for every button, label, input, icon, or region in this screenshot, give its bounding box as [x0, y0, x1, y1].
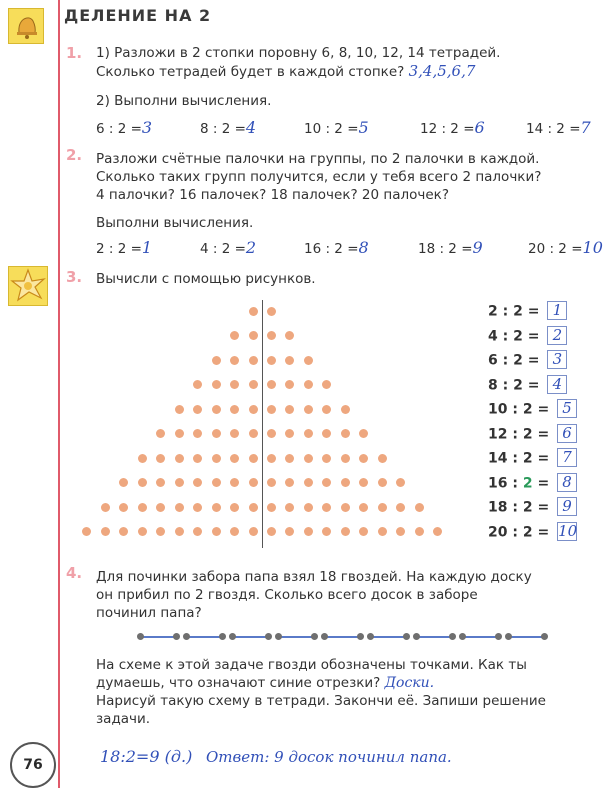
- counting-dot: [249, 331, 258, 340]
- counting-dot: [267, 405, 276, 414]
- counting-dot: [267, 307, 276, 316]
- counting-dot: [359, 478, 368, 487]
- task-2-equation: 18 : 2 =9: [418, 238, 483, 257]
- counting-dot: [285, 405, 294, 414]
- counting-dot: [156, 454, 165, 463]
- counting-dot: [304, 405, 313, 414]
- board-segment: [324, 636, 360, 638]
- counting-dot: [230, 356, 239, 365]
- task-2-equation: 2 : 2 =1: [96, 238, 153, 257]
- counting-dot: [230, 405, 239, 414]
- nail-dot: [265, 633, 272, 640]
- task-2-line-2: Сколько таких групп получится, если у тебя всего 2 палочки?: [96, 169, 542, 185]
- counting-dot: [285, 527, 294, 536]
- counting-dot: [285, 380, 294, 389]
- counting-dot: [138, 527, 147, 536]
- counting-dot: [230, 503, 239, 512]
- task-1-part-2: 2) Выполни вычисления.: [96, 93, 272, 109]
- counting-dot: [304, 527, 313, 536]
- answer-box: 9: [557, 497, 577, 516]
- division-equation: 6 : 2 = 3: [488, 351, 567, 370]
- task-1-number: 1.: [66, 44, 83, 62]
- nail-dot: [495, 633, 502, 640]
- counting-dot: [212, 454, 221, 463]
- counting-dot: [415, 527, 424, 536]
- board-segment: [508, 636, 544, 638]
- division-equation: 18 : 2 = 9: [488, 498, 577, 517]
- counting-dot: [82, 527, 91, 536]
- task-4-line-1: Для починки забора папа взял 18 гвоздей. На каждую доску: [96, 569, 532, 585]
- board-segment: [416, 636, 452, 638]
- counting-dot: [378, 527, 387, 536]
- task-4-number: 4.: [66, 564, 83, 582]
- counting-dot: [285, 429, 294, 438]
- counting-dot: [138, 478, 147, 487]
- nails-scheme: [140, 630, 550, 644]
- counting-dot: [230, 478, 239, 487]
- counting-dot: [322, 380, 331, 389]
- task-1-equation: 14 : 2 =7: [526, 118, 591, 137]
- counting-dot: [322, 405, 331, 414]
- division-equation: 8 : 2 = 4: [488, 376, 567, 395]
- counting-dot: [249, 380, 258, 389]
- counting-dot: [285, 356, 294, 365]
- task-4-line-6: Нарисуй такую схему в тетради. Закончи её. Запиши решение: [96, 693, 546, 709]
- task-4-solution: 18:2=9 (д.): [100, 747, 193, 766]
- counting-dot: [230, 454, 239, 463]
- counting-dot: [212, 380, 221, 389]
- board-segment: [370, 636, 406, 638]
- counting-dot: [193, 380, 202, 389]
- counting-dot: [304, 380, 313, 389]
- counting-dot: [267, 380, 276, 389]
- counting-dot: [156, 478, 165, 487]
- counting-dot: [359, 503, 368, 512]
- board-segment: [278, 636, 314, 638]
- task-1-equation: 12 : 2 =6: [420, 118, 485, 137]
- task-1-equation: 6 : 2 =3: [96, 118, 153, 137]
- counting-dot: [193, 454, 202, 463]
- task-4-answer: Ответ: 9 досок починил папа.: [206, 748, 452, 766]
- nail-dot: [367, 633, 374, 640]
- counting-dot: [249, 454, 258, 463]
- counting-dot: [322, 429, 331, 438]
- counting-dot: [212, 405, 221, 414]
- task-2-equation: 16 : 2 =8: [304, 238, 369, 257]
- counting-dot: [175, 405, 184, 414]
- counting-dot: [396, 503, 405, 512]
- counting-dot: [212, 503, 221, 512]
- task-4-line-5: думаешь, что означают синие отрезки? Доски.: [96, 675, 435, 691]
- task-4-handwritten-answer: Доски.: [384, 675, 435, 691]
- counting-dot: [212, 527, 221, 536]
- task-4-line-4: На схеме к этой задаче гвозди обозначены точками. Как ты: [96, 657, 527, 673]
- nail-dot: [413, 633, 420, 640]
- nail-dot: [403, 633, 410, 640]
- counting-dot: [267, 478, 276, 487]
- task-3-text: Вычисли с помощью рисунков.: [96, 271, 316, 287]
- counting-dot: [341, 478, 350, 487]
- counting-dot: [175, 429, 184, 438]
- counting-dot: [138, 503, 147, 512]
- division-equation: 20 : 2 = 10: [488, 521, 578, 540]
- pyramid-axis: [262, 300, 263, 548]
- nail-dot: [357, 633, 364, 640]
- counting-dot: [119, 527, 128, 536]
- task-1-handwritten-answer: 3,4,5,6,7: [408, 62, 476, 80]
- counting-dot: [138, 454, 147, 463]
- counting-dot: [304, 478, 313, 487]
- nail-dot: [137, 633, 144, 640]
- counting-dot: [267, 331, 276, 340]
- division-equation: 10 : 2 = 5: [488, 400, 577, 419]
- counting-dot: [304, 429, 313, 438]
- counting-dot: [285, 454, 294, 463]
- nail-dot: [449, 633, 456, 640]
- counting-dot: [249, 307, 258, 316]
- counting-dot: [230, 380, 239, 389]
- division-equation: 16 : 2 = 8: [488, 474, 577, 493]
- counting-dot: [249, 405, 258, 414]
- counting-dot: [396, 527, 405, 536]
- nail-dot: [311, 633, 318, 640]
- task-4-line-3: починил папа?: [96, 605, 202, 621]
- answer-box: 1: [547, 301, 567, 320]
- counting-dot: [267, 429, 276, 438]
- counting-dot: [249, 527, 258, 536]
- division-equation: 14 : 2 = 7: [488, 449, 577, 468]
- counting-dot: [193, 429, 202, 438]
- counting-dot: [415, 503, 424, 512]
- counting-dot: [249, 503, 258, 512]
- answer-box: 4: [547, 375, 567, 394]
- answer-box: 2: [547, 326, 567, 345]
- nail-dot: [505, 633, 512, 640]
- nail-dot: [275, 633, 282, 640]
- counting-dot: [304, 454, 313, 463]
- counting-dot: [267, 356, 276, 365]
- counting-dot: [193, 405, 202, 414]
- nail-dot: [229, 633, 236, 640]
- task-1-equation: 10 : 2 =5: [304, 118, 369, 137]
- page-title: ДЕЛЕНИЕ НА 2: [64, 6, 212, 25]
- counting-dot: [359, 454, 368, 463]
- counting-dot: [267, 527, 276, 536]
- counting-dot: [267, 503, 276, 512]
- counting-dot: [230, 429, 239, 438]
- task-4-line-7: задачи.: [96, 711, 151, 727]
- counting-dot: [230, 527, 239, 536]
- task-1-line-1: 1) Разложи в 2 стопки поровну 6, 8, 10, 12, 14 тетрадей.: [96, 45, 501, 61]
- counting-dot: [378, 454, 387, 463]
- counting-dot: [322, 527, 331, 536]
- counting-dot: [249, 356, 258, 365]
- division-equation: 12 : 2 = 6: [488, 425, 577, 444]
- counting-dot: [285, 503, 294, 512]
- star-icon: [8, 266, 48, 306]
- task-2-number: 2.: [66, 146, 83, 164]
- board-segment: [462, 636, 498, 638]
- counting-dot: [212, 478, 221, 487]
- counting-dot: [396, 478, 405, 487]
- counting-dot: [175, 478, 184, 487]
- counting-dot: [193, 478, 202, 487]
- counting-dot: [304, 503, 313, 512]
- counting-dot: [175, 527, 184, 536]
- division-equation: 4 : 2 = 2: [488, 327, 567, 346]
- task-3-number: 3.: [66, 268, 83, 286]
- counting-dot: [359, 527, 368, 536]
- nail-dot: [541, 633, 548, 640]
- counting-dot: [193, 503, 202, 512]
- answer-box: 6: [557, 424, 577, 443]
- task-4-line-2: он прибил по 2 гвоздя. Сколько всего досок в заборе: [96, 587, 478, 603]
- counting-dot: [156, 429, 165, 438]
- answer-box: 5: [557, 399, 577, 418]
- board-segment: [140, 636, 176, 638]
- task-1-line-2: Сколько тетрадей будет в каждой стопке? 3,4,5,6,7: [96, 62, 476, 80]
- board-segment: [186, 636, 222, 638]
- nail-dot: [459, 633, 466, 640]
- counting-dot: [175, 454, 184, 463]
- counting-dot: [341, 454, 350, 463]
- counting-dot: [304, 356, 313, 365]
- nail-dot: [321, 633, 328, 640]
- counting-dot: [230, 331, 239, 340]
- counting-dot: [322, 503, 331, 512]
- counting-dot: [101, 503, 110, 512]
- counting-dot: [119, 478, 128, 487]
- answer-box: 7: [557, 448, 577, 467]
- counting-dot: [285, 331, 294, 340]
- nail-dot: [183, 633, 190, 640]
- counting-dot: [249, 478, 258, 487]
- answer-box: 3: [547, 350, 567, 369]
- answer-box: 8: [557, 473, 577, 492]
- counting-dot: [156, 503, 165, 512]
- counting-dot: [175, 503, 184, 512]
- board-segment: [232, 636, 268, 638]
- task-2-equation: 4 : 2 =2: [200, 238, 257, 257]
- counting-dot: [249, 429, 258, 438]
- margin-rule: [58, 0, 60, 788]
- task-2-line-1: Разложи счётные палочки на группы, по 2 палочки в каждой.: [96, 151, 540, 167]
- counting-dot: [212, 429, 221, 438]
- counting-dot: [285, 478, 294, 487]
- counting-dot: [341, 503, 350, 512]
- counting-dot: [119, 503, 128, 512]
- task-2-line-3: 4 палочки? 16 палочек? 18 палочек? 20 палочек?: [96, 187, 449, 203]
- counting-dot: [193, 527, 202, 536]
- counting-dot: [378, 503, 387, 512]
- task-2-equation: 20 : 2 =10: [528, 238, 603, 257]
- counting-dot: [378, 478, 387, 487]
- answer-box: 10: [558, 521, 578, 540]
- counting-dot: [341, 429, 350, 438]
- counting-dot: [212, 356, 221, 365]
- counting-dot: [101, 527, 110, 536]
- nail-dot: [173, 633, 180, 640]
- nail-dot: [219, 633, 226, 640]
- counting-dot: [341, 405, 350, 414]
- bell-icon: [8, 8, 44, 44]
- counting-dot: [322, 454, 331, 463]
- counting-dot: [359, 429, 368, 438]
- counting-dot: [267, 454, 276, 463]
- task-1-equation: 8 : 2 =4: [200, 118, 257, 137]
- counting-dot: [156, 527, 165, 536]
- counting-dot: [341, 527, 350, 536]
- task-2-line-4: Выполни вычисления.: [96, 215, 254, 231]
- counting-dot: [433, 527, 442, 536]
- division-equation: 2 : 2 = 1: [488, 302, 567, 321]
- page-number: 76: [10, 742, 56, 788]
- counting-dot: [322, 478, 331, 487]
